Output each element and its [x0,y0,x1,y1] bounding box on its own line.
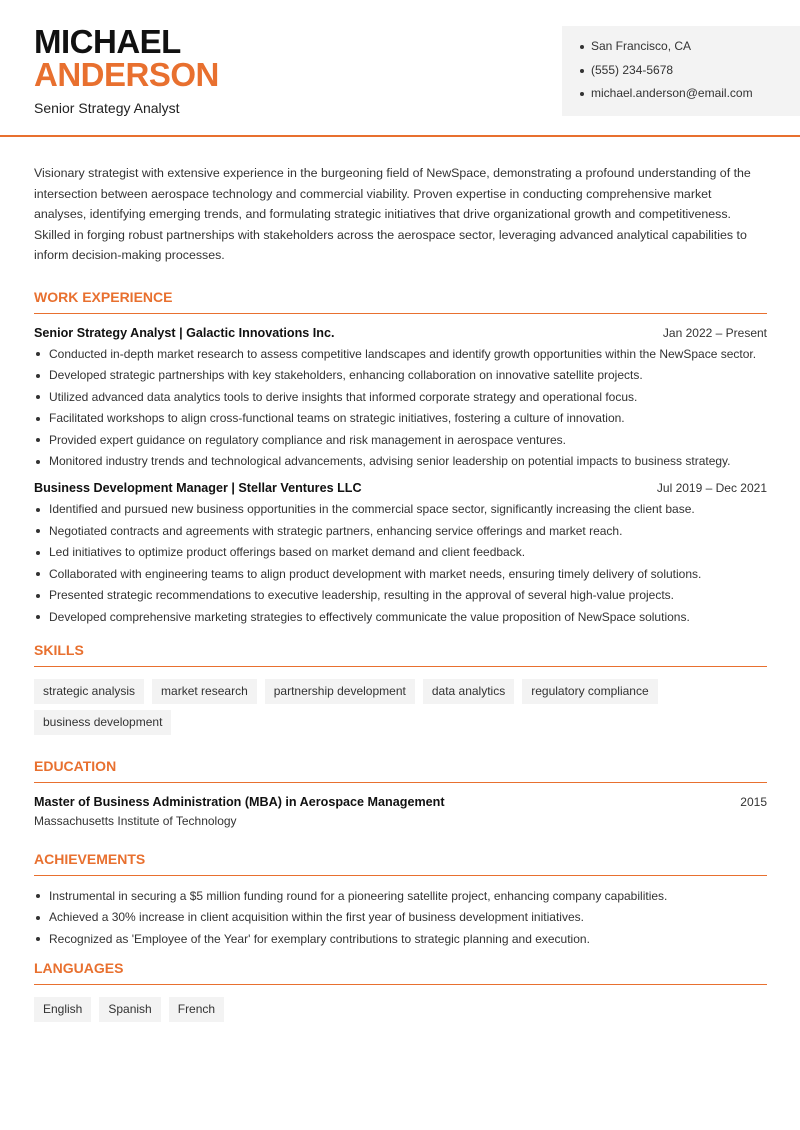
section-education-heading: EDUCATION [34,758,767,783]
skill-tag: data analytics [423,679,514,704]
bullet-item [34,410,767,427]
summary: Visionary strategist with extensive experience in the burgeoning field of NewSpace, demonstrating a profound understanding of the intersection between aerospace technology and commercial viability. Proven expertise in conducting comprehensive market analyses, identifying emerging trends, and formulating strategic initiatives that drive organizational growth and competitiveness. Skilled in forging robust partnerships with stakeholders across the aerospace sector, leveraging advanced analytical capabilities to inform decision-making processes. [34,166,751,262]
skills-list [34,679,767,735]
bullet-text: Monitored industry trends and technological advancements, advising senior leadership on potential impacts to business strategy. [49,454,731,468]
bullet-text: Identified and pursued new business opportunities in the commercial space sector, significantly increasing the client base. [49,502,695,516]
bullet-icon [36,438,40,442]
bullet-icon [36,572,40,576]
bullet-item [34,453,767,470]
job-dates: Jan 2022 – Present [662,325,767,340]
bullet-text: Developed strategic partnerships with key stakeholders, enhancing collaboration on innovative satellite projects. [49,368,643,382]
language-tag: Spanish [99,997,160,1022]
bullet-item [34,544,767,561]
bullet-item [34,909,767,926]
bullet-icon [36,460,40,464]
location-text: San Francisco, CA [591,39,692,53]
section-work-heading: WORK EXPERIENCE [34,289,767,314]
bullet-item [34,609,767,626]
bullet-icon [36,417,40,421]
section-achievements-heading: ACHIEVEMENTS [34,851,767,876]
degree: Master of Business Administration (MBA) in Aerospace Management [34,794,445,809]
bullet-icon [36,529,40,533]
bullet-icon [36,395,40,399]
bullet-item [34,432,767,449]
bullet-text: Utilized advanced data analytics tools to derive insights that informed corporate strategy and operational focus. [49,389,638,404]
bullet-icon [580,45,584,49]
last-name: ANDERSON [34,56,219,93]
bullet-icon [36,374,40,378]
bullet-item [34,501,767,518]
language-tag: English [34,997,91,1022]
school: Massachusetts Institute of Technology [34,813,237,828]
achievements-list [34,888,767,948]
bullet-item [34,346,767,363]
bullet-icon [36,551,40,555]
education-entry [34,795,767,809]
bullet-text: Presented strategic recommendations to executive leadership, resulting in the approval of several high-value projects. [49,588,675,602]
phone-text: (555) 234-5678 [591,62,674,77]
bullet-item [34,587,767,604]
work-experience-list [34,326,767,626]
first-name: MICHAEL [34,23,181,60]
bullet-icon [36,594,40,598]
job-title: Senior Strategy Analyst [34,100,180,116]
skill-tag: partnership development [265,679,415,704]
job-role: Business Development Manager | Stellar Ventures LLC [34,481,362,495]
bullet-text: Achieved a 30% increase in client acquisition within the first year of business development initiatives. [49,910,584,924]
bullet-icon [580,92,584,96]
job-entry [34,326,767,471]
languages-list [34,997,767,1022]
job-dates: Jul 2019 – Dec 2021 [656,481,767,495]
bullet-icon [36,916,40,920]
skill-tag: regulatory compliance [522,679,657,704]
section-skills-heading: SKILLS [34,642,767,667]
bullet-text: Conducted in-depth market research to assess competitive landscapes and identify growth opportunities within the NewSpace sector. [49,346,757,361]
bullet-icon [36,937,40,941]
bullet-text: Facilitated workshops to align cross-functional teams on strategic initiatives, fostering a culture of innovation. [49,411,625,425]
skill-tag: business development [34,710,171,735]
contact-box [562,26,800,116]
bullet-text: Led initiatives to optimize product offerings based on market demand and client feedback. [49,545,526,559]
bullet-item [34,566,767,583]
bullet-icon [36,615,40,619]
skill-tag: strategic analysis [34,679,144,704]
contact-email [580,86,800,110]
resume-header [0,0,800,137]
section-languages-heading: LANGUAGES [34,960,767,985]
job-role: Senior Strategy Analyst | Galactic Innovations Inc. [34,325,335,340]
job-entry [34,481,767,626]
bullet-text: Instrumental in securing a $5 million funding round for a pioneering satellite project, enhancing company capabilities. [49,888,668,903]
contact-phone [580,63,800,87]
resume-body [34,163,767,1022]
education-year: 2015 [740,794,767,809]
bullet-item [34,931,767,948]
bullet-text: Negotiated contracts and agreements with strategic partners, enhancing service offerings and market reach. [49,523,623,538]
bullet-icon [36,352,40,356]
bullet-icon [580,69,584,73]
bullet-icon [36,894,40,898]
bullet-item [34,888,767,905]
bullet-text: Collaborated with engineering teams to align product development with market needs, ensuring timely delivery of solutions. [49,566,702,581]
bullet-item [34,389,767,406]
bullet-text: Provided expert guidance on regulatory compliance and risk management in aerospace ventures. [49,432,566,447]
contact-location [580,39,800,63]
bullet-item [34,367,767,384]
email-text: michael.anderson@email.com [591,86,753,100]
bullet-item [34,523,767,540]
language-tag: French [169,997,224,1022]
bullet-icon [36,508,40,512]
bullet-text: Developed comprehensive marketing strategies to effectively communicate the value proposition of NewSpace solutions. [49,609,690,624]
skill-tag: market research [152,679,257,704]
bullet-text: Recognized as 'Employee of the Year' for exemplary contributions to strategic planning and execution. [49,931,590,946]
